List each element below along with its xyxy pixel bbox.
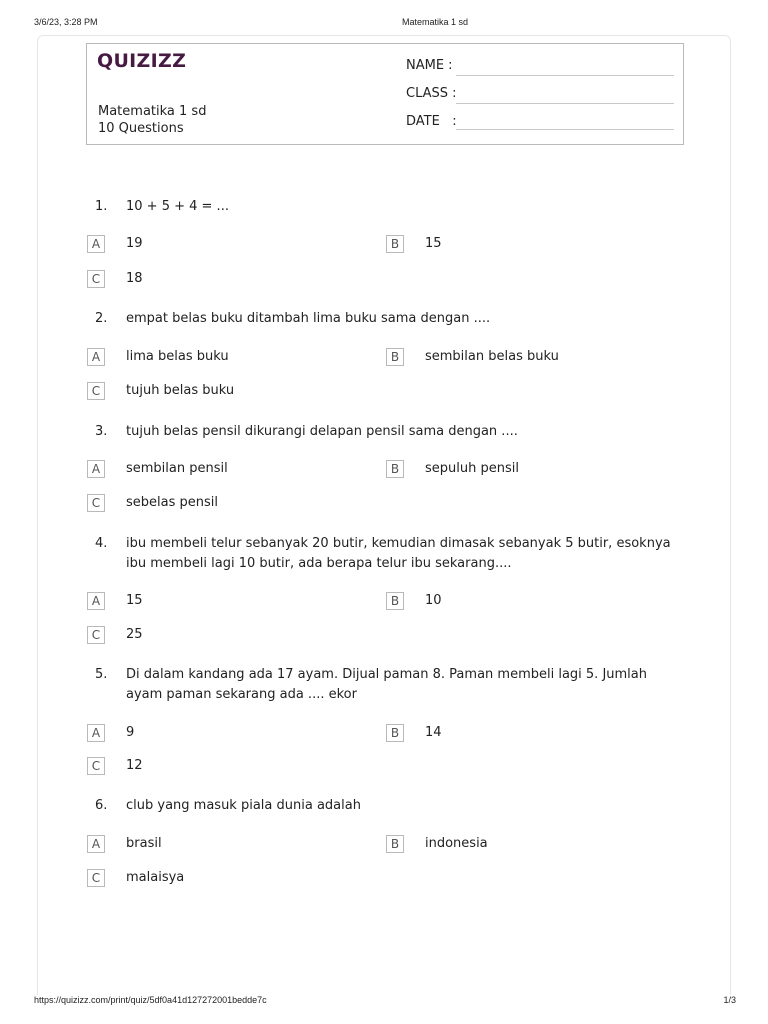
- option-text: brasil: [126, 836, 162, 851]
- print-page-number: 1/3: [723, 995, 736, 1005]
- option-text: 19: [126, 236, 143, 251]
- question-number: 4.: [95, 536, 108, 551]
- option-letter-badge: C: [87, 270, 105, 288]
- option-letter-badge: C: [87, 494, 105, 512]
- option-letter-badge: A: [87, 348, 105, 366]
- option-text: 15: [126, 593, 143, 608]
- option-text: malaisya: [126, 870, 185, 885]
- option-text: lima belas buku: [126, 349, 229, 364]
- option-text: sebelas pensil: [126, 495, 218, 510]
- option-letter-badge: A: [87, 592, 105, 610]
- option-text: 25: [126, 627, 143, 642]
- option-letter-badge: C: [87, 382, 105, 400]
- date-field-line: [456, 129, 674, 130]
- option-letter-badge: B: [386, 724, 404, 742]
- question-number: 3.: [95, 424, 108, 439]
- question-number: 1.: [95, 199, 108, 214]
- option-text: sembilan belas buku: [425, 349, 559, 364]
- option-letter-badge: C: [87, 626, 105, 644]
- question-text: tujuh belas pensil dikurangi delapan pensil sama dengan ....: [126, 424, 518, 439]
- question-text: 10 + 5 + 4 = ...: [126, 199, 229, 214]
- option-text: 18: [126, 271, 143, 286]
- option-letter-badge: C: [87, 757, 105, 775]
- option-text: sepuluh pensil: [425, 461, 519, 476]
- option-letter-badge: A: [87, 460, 105, 478]
- quiz-title: Matematika 1 sd: [98, 104, 207, 119]
- option-text: tujuh belas buku: [126, 383, 235, 398]
- print-date: 3/6/23, 3:28 PM: [34, 17, 98, 27]
- option-text: 12: [126, 758, 143, 773]
- option-text: 14: [425, 725, 442, 740]
- question-text: empat belas buku ditambah lima buku sama dengan ....: [126, 311, 491, 326]
- print-title: Matematika 1 sd: [402, 17, 469, 27]
- option-letter-badge: B: [386, 592, 404, 610]
- question-number: 2.: [95, 311, 108, 326]
- quiz-header-box: [86, 43, 684, 145]
- option-text: 15: [425, 236, 442, 251]
- question-text: ibu membeli telur sebanyak 20 butir, kemudian dimasak sebanyak 5 butir, esoknya ibu membeli lagi 10 butir, ada berapa telur ibu sekarang....: [126, 536, 671, 571]
- option-letter-badge: A: [87, 235, 105, 253]
- option-letter-badge: B: [386, 835, 404, 853]
- date-label: DATE :: [406, 114, 457, 129]
- option-letter-badge: B: [386, 348, 404, 366]
- class-field-line: [456, 103, 674, 104]
- option-letter-badge: B: [386, 235, 404, 253]
- print-url: https://quizizz.com/print/quiz/5df0a41d127272001bedde7c: [34, 995, 267, 1005]
- option-text: 10: [425, 593, 442, 608]
- question-text: club yang masuk piala dunia adalah: [126, 798, 361, 813]
- option-text: 9: [126, 725, 135, 740]
- question-text: Di dalam kandang ada 17 ayam. Dijual paman 8. Paman membeli lagi 5. Jumlah ayam paman sekarang ada .... ekor: [126, 667, 647, 702]
- name-label: NAME :: [406, 58, 453, 73]
- question-count: 10 Questions: [98, 121, 184, 136]
- option-text: indonesia: [425, 836, 488, 851]
- question-number: 5.: [95, 667, 108, 682]
- class-label: CLASS :: [406, 86, 457, 101]
- option-letter-badge: A: [87, 835, 105, 853]
- name-field-line: [456, 75, 674, 76]
- option-text: sembilan pensil: [126, 461, 228, 476]
- quizizz-logo: QUIZIZZ: [97, 50, 187, 72]
- question-number: 6.: [95, 798, 108, 813]
- option-letter-badge: C: [87, 869, 105, 887]
- option-letter-badge: A: [87, 724, 105, 742]
- option-letter-badge: B: [386, 460, 404, 478]
